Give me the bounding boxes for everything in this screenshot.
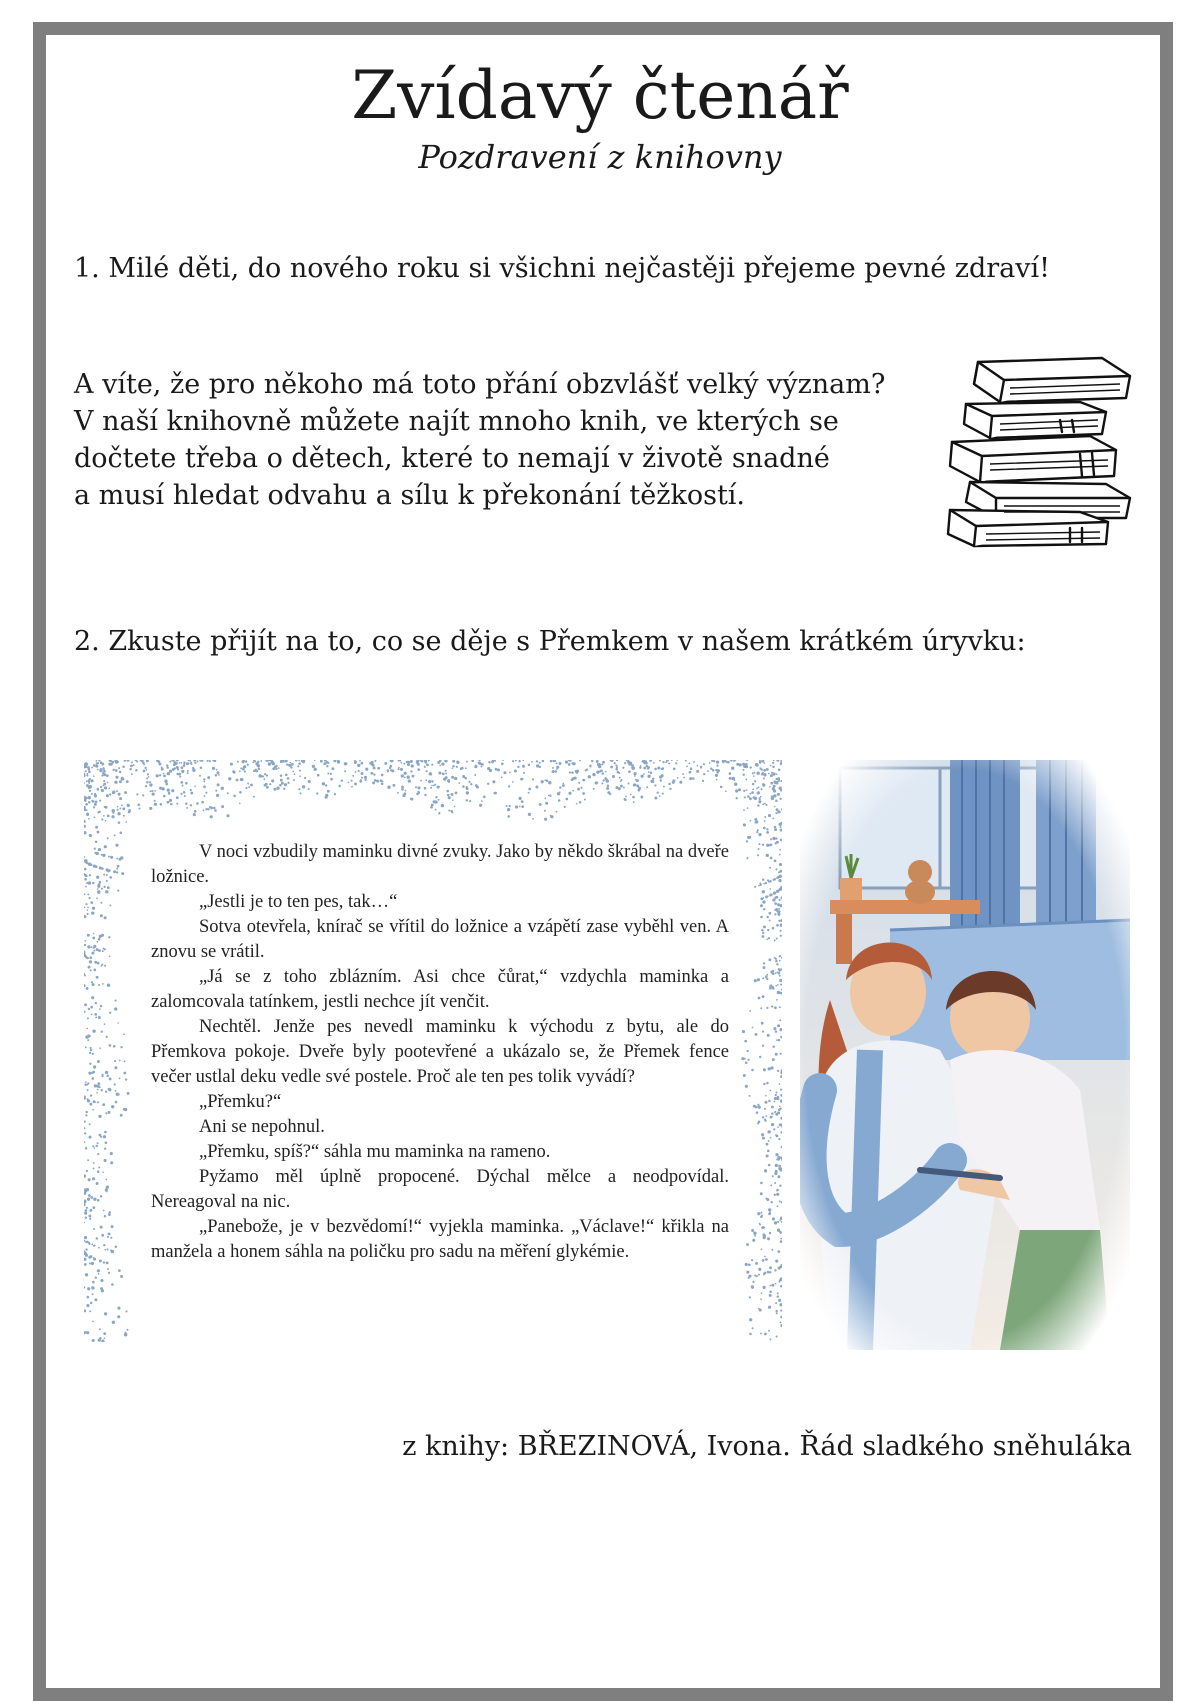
section2-heading: 2. Zkuste přijít na to, co se děje s Přemkem v našem krátkém úryvku: bbox=[74, 626, 1026, 657]
excerpt-text bbox=[151, 840, 729, 1265]
excerpt-paragraph: Ani se nepohnul. bbox=[199, 1117, 325, 1137]
excerpt-paragraph: Sotva otevřela, knírač se vřítil do ložnice a vzápětí zase vyběhl ven. A znovu se vrátil. bbox=[151, 917, 729, 962]
page-subtitle: Pozdravení z knihovny bbox=[418, 138, 782, 176]
excerpt-paragraph: „Přemku?“ bbox=[199, 1092, 282, 1112]
paragraph-line: V naší knihovně můžete najít mnoho knih, ve kterých se bbox=[74, 406, 839, 437]
excerpt-paragraph: „Já se z toho zblázním. Asi chce čůrat,“ vzdychla maminka a zalomcovala tatínkem, jestli nechce jít venčit. bbox=[151, 967, 729, 1012]
excerpt-paragraph: V noci vzbudily maminku divné zvuky. Jako by někdo škrábal na dveře ložnice. bbox=[151, 842, 729, 887]
stack-of-books-icon bbox=[930, 350, 1142, 550]
paragraph-line: dočtete třeba o dětech, které to nemají v životě snadné bbox=[74, 443, 830, 474]
book-source-citation: z knihy: BŘEZINOVÁ, Ivona. Řád sladkého sněhuláka bbox=[402, 1431, 1132, 1462]
section1-paragraph bbox=[74, 366, 934, 514]
page-title: Zvídavý čtenář bbox=[351, 57, 849, 134]
mother-measuring-child-glucose-illustration bbox=[800, 760, 1130, 1350]
excerpt-paragraph: „Přemku, spíš?“ sáhla mu maminka na rameno. bbox=[199, 1142, 551, 1162]
excerpt-paragraph: Pyžamo měl úplně propocené. Dýchal mělce a neodpovídal. Nereagoval na nic. bbox=[151, 1167, 729, 1212]
paragraph-line: A víte, že pro někoho má toto přání obzvlášť velký význam? bbox=[74, 369, 886, 400]
excerpt-paragraph: „Jestli je to ten pes, tak…“ bbox=[199, 892, 398, 912]
paragraph-line: a musí hledat odvahu a sílu k překonání těžkostí. bbox=[74, 480, 746, 511]
excerpt-paragraph: Nechtěl. Jenže pes nevedl maminku k východu z bytu, ale do Přemkova pokoje. Dveře byly pootevřené a ukázalo se, že Přemek fence večer ustlal deku vedle své postele. Proč ale ten pes tolik vyvádí? bbox=[151, 1017, 729, 1087]
section1-heading: 1. Milé děti, do nového roku si všichni nejčastěji přejeme pevné zdraví! bbox=[74, 253, 1051, 284]
book-excerpt bbox=[84, 760, 782, 1342]
excerpt-paragraph: „Panebože, je v bezvědomí!“ vyjekla maminka. „Václave!“ křikla na manžela a honem sáhla na poličku pro sadu na měření glykémie. bbox=[151, 1217, 729, 1262]
